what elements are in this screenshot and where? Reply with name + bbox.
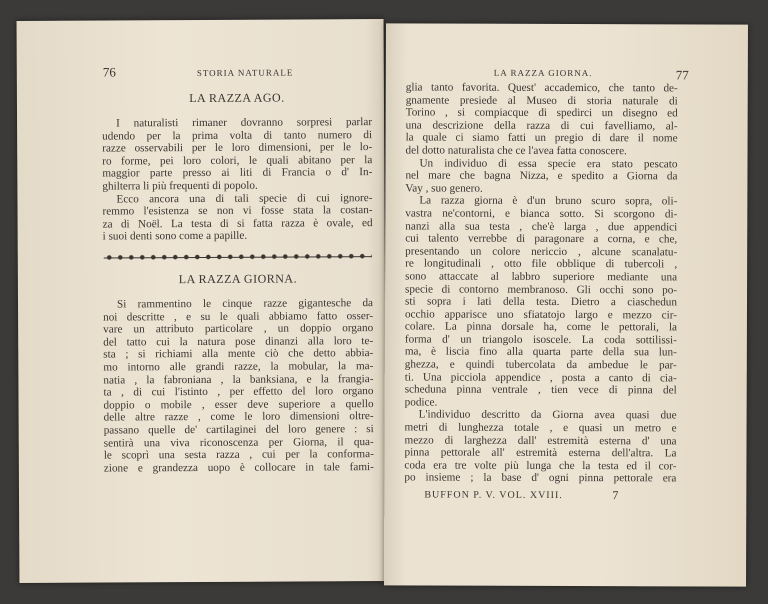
text-line: specie di contorno membranoso. Gli occhi sono po- (405, 282, 678, 296)
text-line: maggior parte presso ai liti di Francia o d' In- (102, 166, 373, 180)
text-line: forma d' un triangolo isoscele. La coda sottilissi- (404, 333, 677, 347)
page-number: 76 (102, 64, 116, 80)
text-line: cui talento verrebbe di paragonare a corna, e che, (405, 232, 678, 246)
text-line: re longitudinali , otto file obblique di tubercoli , (405, 257, 678, 271)
right-page-text (404, 81, 677, 485)
text-line: una descrizione della razza di cui favelliamo, al- (405, 119, 678, 133)
text-line: sti sopra i lati della testa. Dietro a ciaschedun (404, 295, 678, 309)
text-line: mo intorno alle grandi razze, la mobular, la ma- (103, 360, 374, 374)
text-line: I naturalisti rimaner dovranno sorpresi parlar (116, 116, 373, 130)
text-line: le scoprì una sesta razza , cui per la conforma- (103, 448, 374, 462)
left-page (17, 19, 387, 583)
section-ago-text (102, 116, 373, 243)
text-line: udendo per la prima volta di tanto numero di (102, 128, 373, 143)
text-line: glia tanto favorita. Quest' accademico, che tanto de- (405, 81, 678, 95)
right-page (384, 23, 748, 586)
text-line: la quale ci siamo fatti un pregio di dare il nome (405, 131, 678, 145)
text-line: Torino , si compiacque di spedirci un disegno ed (405, 106, 678, 120)
text-line: sono attaccate al labbro superiore mediante una (405, 270, 678, 284)
text-line: nel mare che bagna Nizza, e spedito a Giorna da (405, 169, 678, 183)
page-number: 77 (675, 67, 689, 83)
text-line: La razza giorna è d'un bruno scuro sopra, oli- (419, 194, 678, 208)
text-line: pinna pettorale all' estremità esterna dell'altra. La (404, 446, 677, 460)
text-line: del dotto naturalista che ce l'avea fatta conoscere. (405, 144, 627, 158)
section-title-giorna: LA RAZZA GIORNA. (178, 271, 298, 287)
text-line: occhio apparisce uno sfiatatojo largo e mezzo cir- (404, 308, 677, 322)
text-line: vastra ne'contorni, e bianca sotto. Si scorgono di- (405, 207, 678, 221)
text-line: mezzo di larghezza dall' estremità esterna d' una (404, 434, 677, 448)
text-line: scheduna pinna ventrale , tien vece di pinna del (404, 383, 677, 397)
text-line: ro forme, pei loro colori, le quali abitano per la (102, 153, 373, 168)
text-line: natia , la fabroniana , la banksiana, e la frangia- (103, 372, 374, 387)
text-line: Un individuo di essa specie era stato pescato (419, 157, 678, 170)
text-line: gnamente presiede al Museo di storia naturale di (405, 94, 678, 107)
text-line: Si rammentino le cinque razze gigantesche da (116, 297, 374, 311)
text-line: sentirà una viva riconoscenza per Giorna, il qua- (103, 435, 374, 450)
text-line: Vay , suo genero. (405, 182, 483, 195)
text-line: passano quelle de' cartilaginei del loro genere : si (103, 423, 374, 437)
text-line: i suoi denti sono come a papille. (102, 230, 248, 243)
text-line: L'individuo descritto da Giorna avea quasi due (418, 408, 677, 422)
text-line: sta ; si richiami alla mente ciò che detto abbia- (103, 347, 374, 361)
text-line: noi descritte , e su le quali abbiamo fatto osser- (103, 309, 374, 324)
text-line: nanzi alla sua testa , che'è larga , due appendici (405, 219, 678, 233)
text-line: ghilterra li più frequenti di popolo. (102, 179, 258, 193)
text-line: presentando un colore nericcio , alcune scanalatu- (405, 245, 678, 259)
text-line: colare. La pinna dorsale ha, come le pettorali, la (404, 320, 677, 334)
text-line: podice. (404, 396, 438, 409)
text-line: Ecco ancora una di tali specie di cui ignore- (116, 191, 373, 206)
footer-signature: BUFFON P. V. VOL. XVIII. (424, 489, 563, 501)
text-line: delle altre razze , come le loro dimensioni oltre- (103, 410, 374, 424)
text-line: remmo l'esistenza se non vi fosse stata la costan- (102, 204, 373, 218)
text-line: ta , di cui l'istinto , per effetto del loro organo (103, 385, 374, 399)
text-line: ma, è liscia fino alla quarta parte della sua lun- (404, 345, 677, 359)
text-line: po insieme ; la base d' ogni pinna pettorale era (404, 471, 677, 485)
section-giorna-text (103, 297, 374, 475)
text-line: coda era tre volte più lunga che la testa ed il cor- (404, 459, 677, 473)
text-line: doppio o mobile , esser deve superiore a quello (103, 397, 374, 412)
running-head: STORIA NATURALE (196, 67, 294, 79)
text-line: zione e grandezza uopo è collocare in tale fami- (103, 460, 374, 475)
text-line: vare un attributo particolare , un doppio organo (103, 322, 374, 336)
text-line: del tatto cui la natura pose dinanzi alla loro te- (103, 334, 374, 349)
running-head: LA RAZZA GIORNA. (493, 67, 593, 79)
text-line: ti. Una picciola appendice , posta a canto di cia- (404, 371, 677, 385)
text-line: ghezza, e quindi tubercolata da ambedue le par- (404, 358, 677, 372)
ornamental-divider (104, 253, 372, 260)
sheet-number: 7 (612, 488, 620, 503)
text-line: metri di lunghezza totale , e quasi un metro e (404, 421, 677, 435)
section-title-ago: LA RAZZA AGO. (189, 90, 285, 106)
text-line: za di Noël. La testa di si fatta razza è ovale, ed (102, 216, 373, 231)
text-line: razze osservabili per le loro dimensioni, per le lo- (102, 141, 373, 155)
